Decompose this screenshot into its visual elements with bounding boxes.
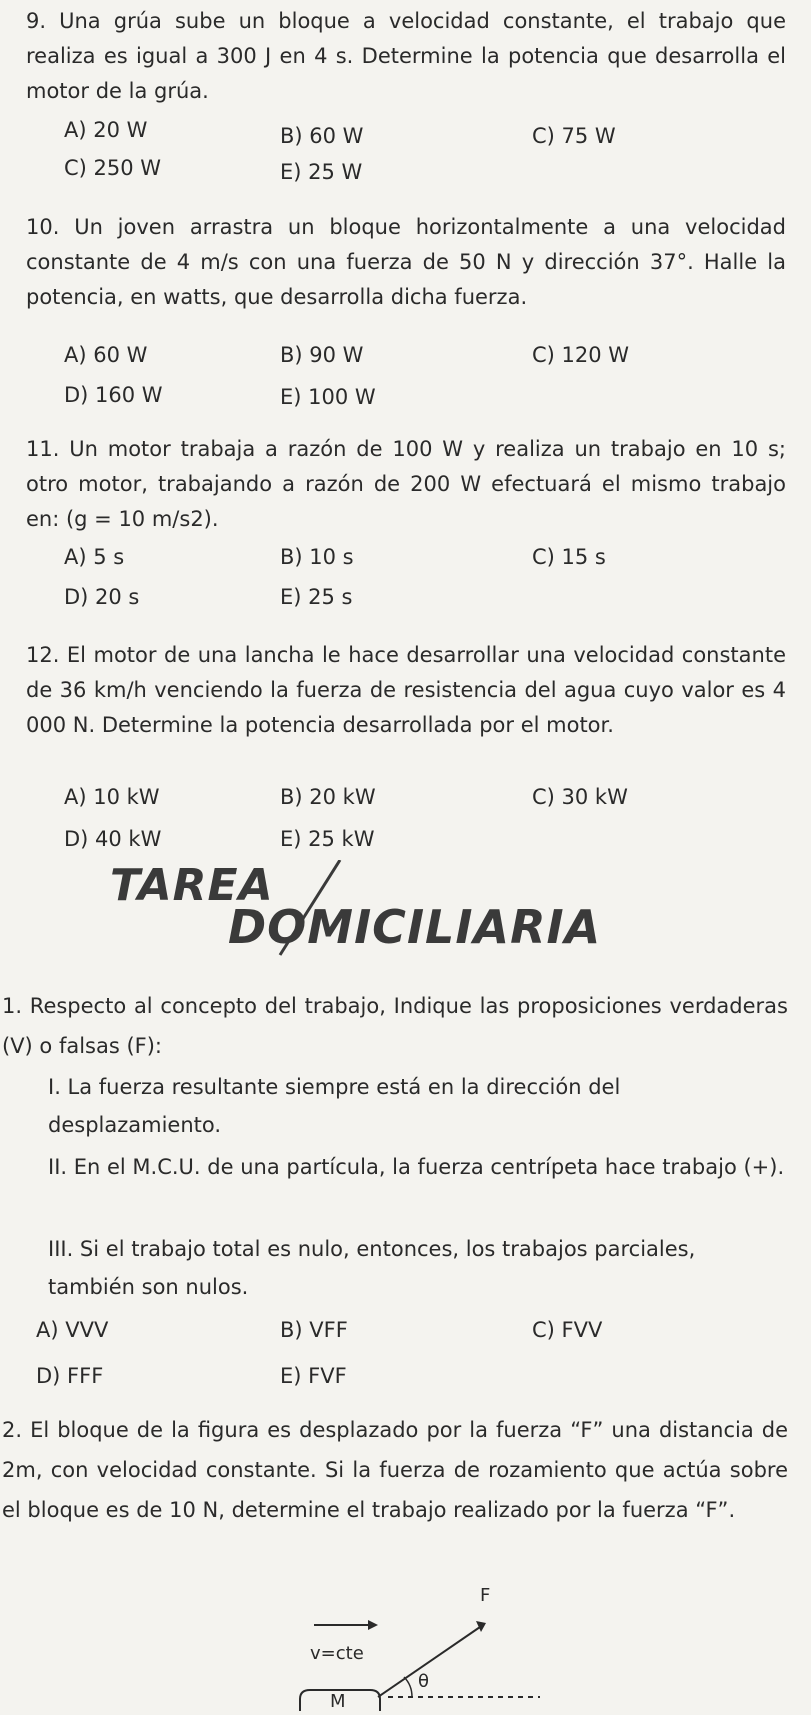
option: E) 25 kW bbox=[280, 827, 375, 851]
block-force-figure bbox=[290, 1585, 590, 1711]
option: C) 75 W bbox=[532, 124, 616, 148]
option: B) VFF bbox=[280, 1318, 348, 1342]
question-11-text: 11. Un motor trabaja a razón de 100 W y realiza un trabajo en 10 s; otro motor, trabajando a razón de 200 W efectuará el mismo trabajo en: (g = 10 m/s2). bbox=[26, 437, 786, 531]
angle-label: θ bbox=[418, 1671, 430, 1692]
option: D) 160 W bbox=[64, 383, 163, 407]
option: A) 5 s bbox=[64, 545, 125, 569]
question-12 bbox=[26, 638, 786, 743]
option: C) 250 W bbox=[64, 156, 162, 180]
homework-1-prop-3 bbox=[48, 1230, 788, 1306]
homework-2 bbox=[2, 1410, 788, 1530]
homework-1 bbox=[2, 986, 788, 1066]
option: B) 60 W bbox=[280, 124, 364, 148]
option: C) FVV bbox=[532, 1318, 603, 1342]
option: A) VVV bbox=[36, 1318, 109, 1342]
option: B) 10 s bbox=[280, 545, 354, 569]
option: B) 20 kW bbox=[280, 785, 376, 809]
proposition-text: II. En el M.C.U. de una partícula, la fuerza centrípeta hace trabajo (+). bbox=[48, 1155, 785, 1179]
tarea-domiciliaria-banner bbox=[110, 860, 670, 960]
option: E) 100 W bbox=[280, 385, 376, 409]
banner-word-tarea: TAREA bbox=[110, 860, 274, 911]
option: E) 25 s bbox=[280, 585, 353, 609]
option: C) 30 kW bbox=[532, 785, 628, 809]
question-12-text: 12. El motor de una lancha le hace desarrollar una velocidad constante de 36 km/h venciendo la fuerza de resistencia del agua cuyo valor es 4 000 N. Determine la potencia desarrollada por el motor. bbox=[26, 643, 786, 737]
question-10-text: 10. Un joven arrastra un bloque horizontalmente a una velocidad constante de 4 m/s con una fuerza de 50 N y dirección 37°. Halle la potencia, en watts, que desarrolla dicha fuerza. bbox=[26, 215, 786, 309]
option: A) 20 W bbox=[64, 118, 148, 142]
question-9-text: 9. Una grúa sube un bloque a velocidad constante, el trabajo que realiza es igual a 300 J en 4 s. Determine la potencia que desarrolla el motor de la grúa. bbox=[26, 9, 786, 103]
proposition-text: III. Si el trabajo total es nulo, entonces, los trabajos parciales, también son nulos. bbox=[48, 1237, 696, 1299]
proposition-text: I. La fuerza resultante siempre está en la dirección del desplazamiento. bbox=[48, 1075, 621, 1137]
homework-1-text: 1. Respecto al concepto del trabajo, Indique las proposiciones verdaderas (V) o falsas (F): bbox=[2, 994, 788, 1058]
option: A) 10 kW bbox=[64, 785, 160, 809]
option: A) 60 W bbox=[64, 343, 148, 367]
banner-word-domiciliaria: DOMICILIARIA bbox=[228, 900, 602, 954]
option: E) 25 W bbox=[280, 160, 363, 184]
mass-label: M bbox=[330, 1691, 346, 1712]
question-10 bbox=[26, 210, 786, 315]
velocity-label: v=cte bbox=[310, 1643, 364, 1664]
homework-1-prop-2 bbox=[48, 1148, 788, 1186]
option: D) 40 kW bbox=[64, 827, 162, 851]
homework-2-text: 2. El bloque de la figura es desplazado por la fuerza “F” una distancia de 2m, con velocidad constante. Si la fuerza de rozamiento que actúa sobre el bloque es de 10 N, determine el trabajo realizado por la fuerza “F”. bbox=[2, 1418, 788, 1522]
question-9 bbox=[26, 4, 786, 109]
option: C) 120 W bbox=[532, 343, 630, 367]
option: E) FVF bbox=[280, 1364, 347, 1388]
option: D) 20 s bbox=[64, 585, 140, 609]
homework-1-prop-1 bbox=[48, 1068, 788, 1144]
option: B) 90 W bbox=[280, 343, 364, 367]
question-11 bbox=[26, 432, 786, 537]
option: D) FFF bbox=[36, 1364, 104, 1388]
option: C) 15 s bbox=[532, 545, 606, 569]
force-label: F bbox=[480, 1585, 491, 1606]
